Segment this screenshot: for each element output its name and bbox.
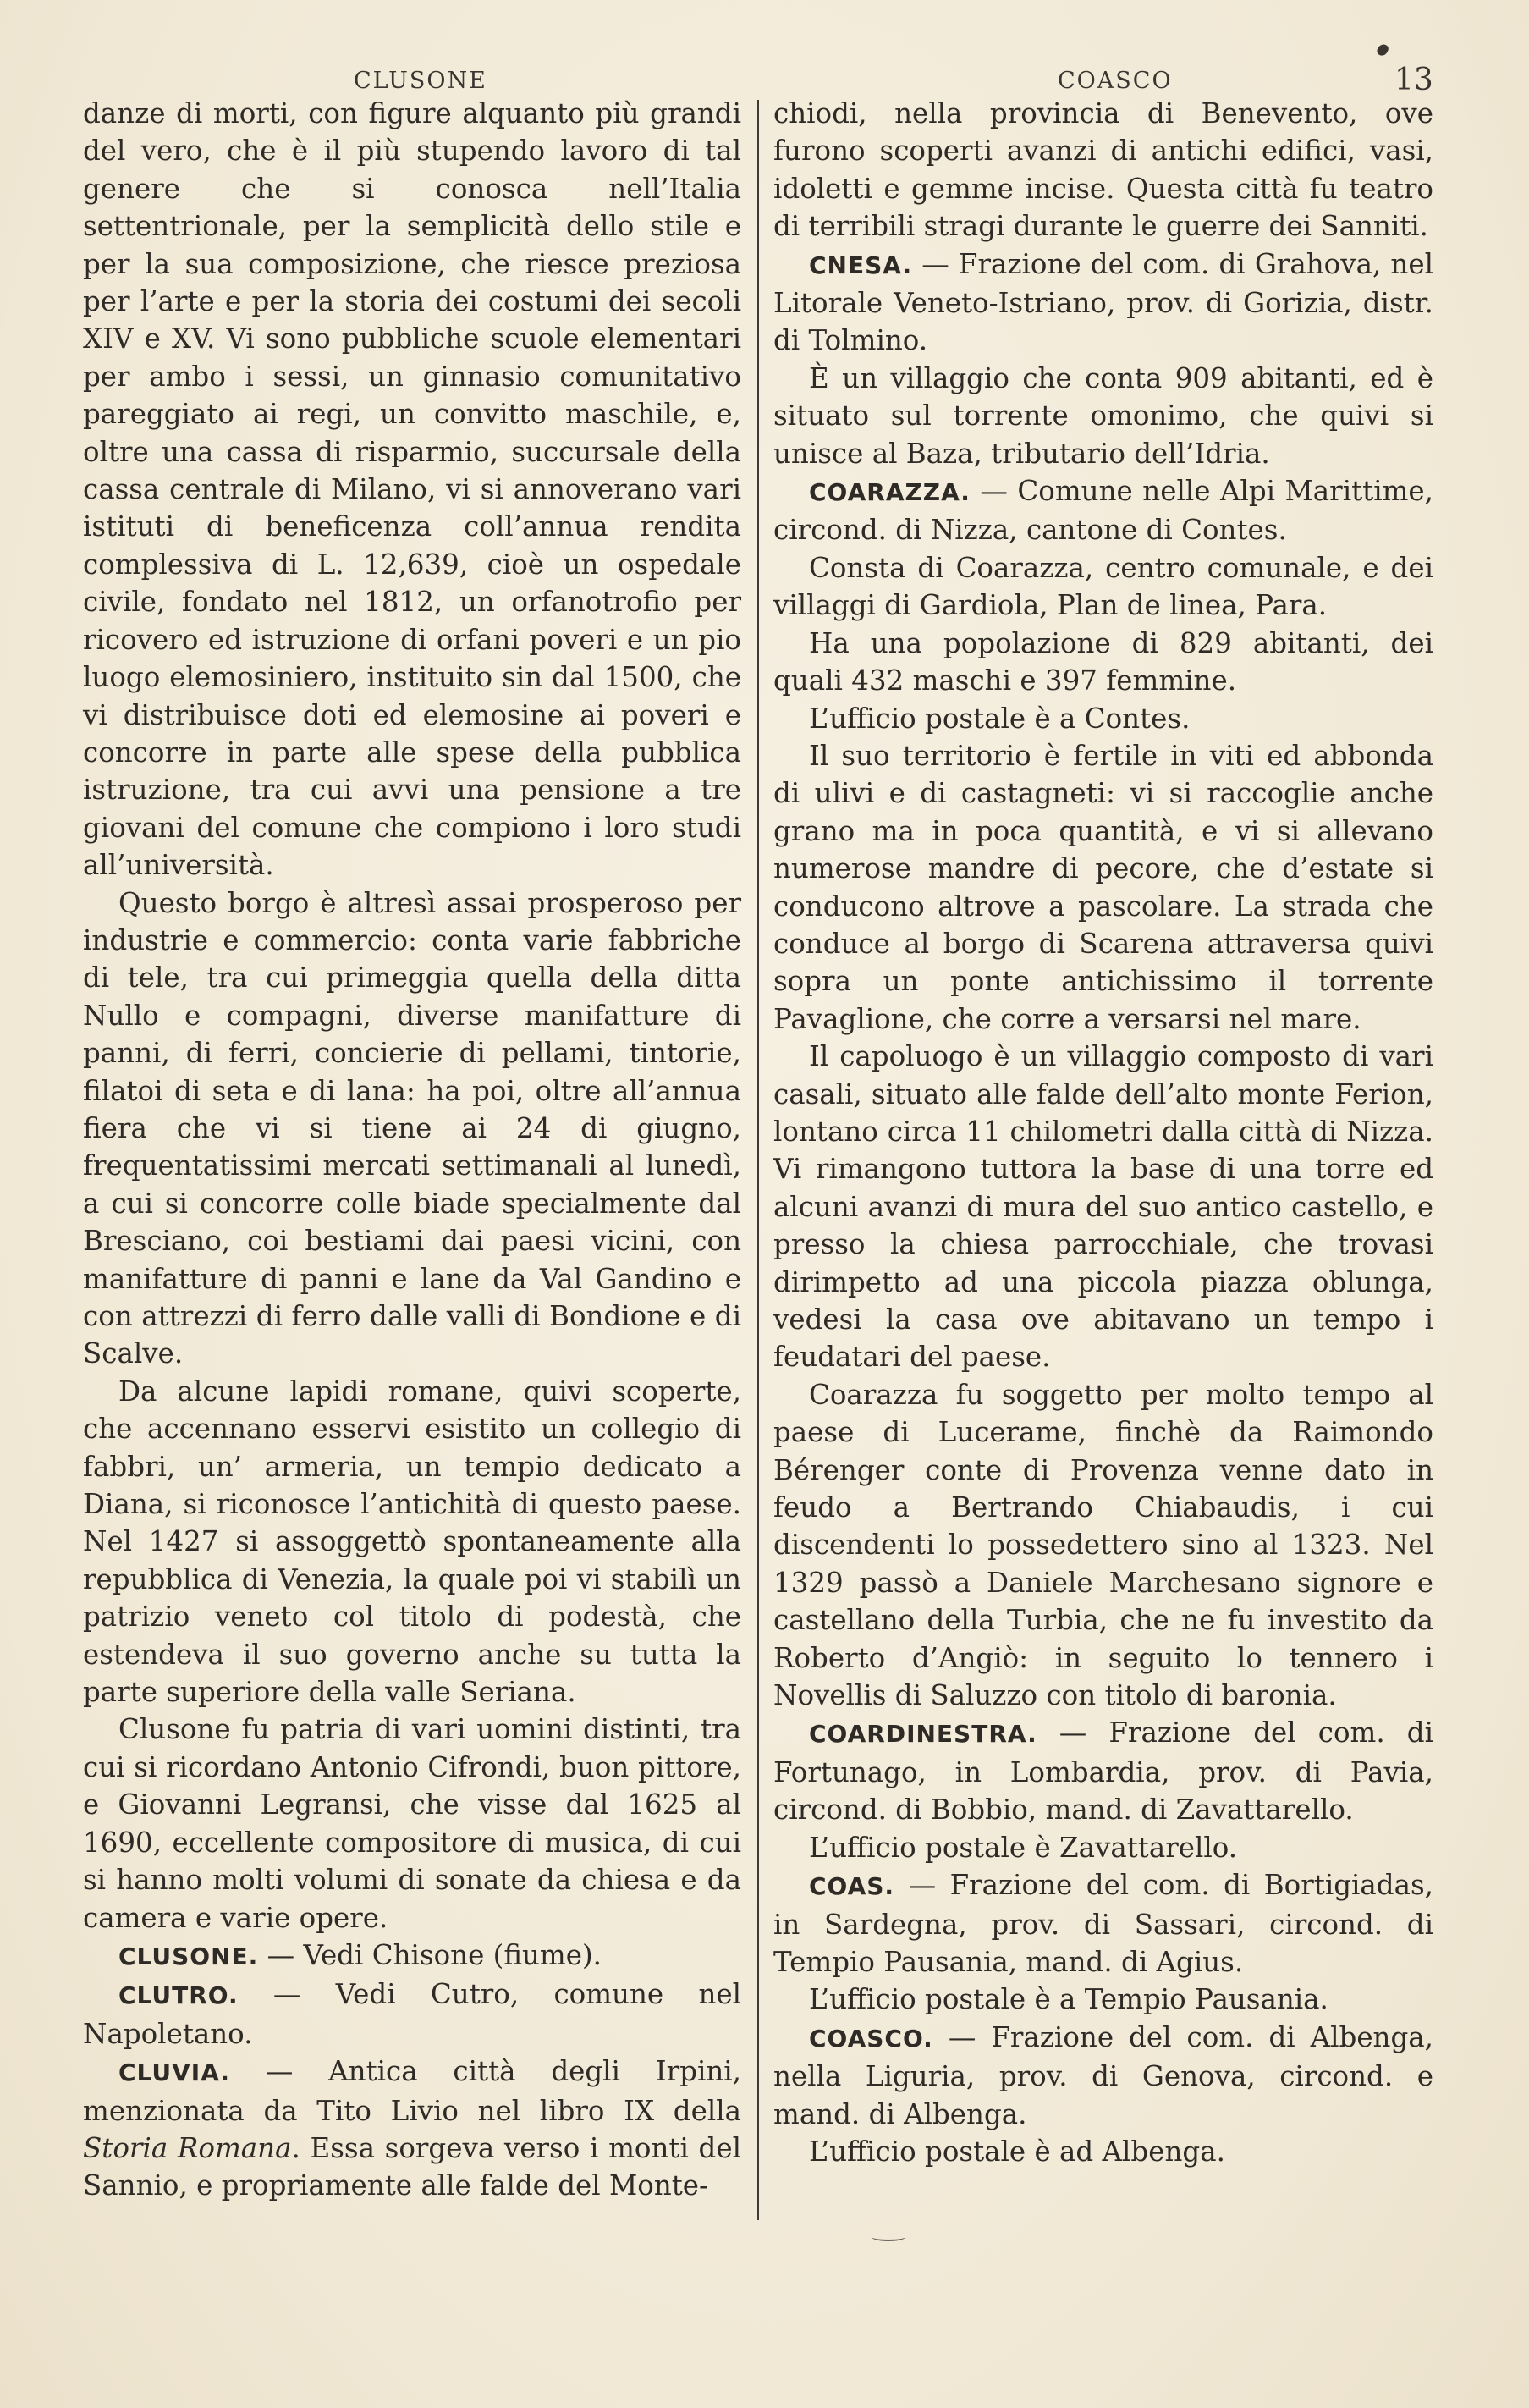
paragraph-text: — Frazione del com. di Albenga, nella Liguria, prov. di Genova, circond. e mand. di Albenga. (773, 2020, 1433, 2130)
paragraph-text: L’ufficio postale è a Contes. (809, 702, 1191, 735)
paragraph (773, 245, 1433, 360)
paragraph-text: È un villaggio che conta 909 abitanti, ed è situato sul torrente omonimo, che quivi si unisce al Baza, tributario dell’Idria. (773, 361, 1433, 470)
paragraph-text: chiodi, nella provincia di Benevento, ove furono scoperti avanzi di antichi edifici, vasi, idoletti e gemme incise. Questa città fu teatro di terribili stragi durante le guerre dei Sanniti. (773, 97, 1433, 243)
paragraph (773, 2019, 1433, 2133)
column-rule (757, 100, 759, 2220)
entry-headword: CLUSONE. (118, 1942, 259, 1970)
entry-headword: COASCO. (809, 2024, 933, 2053)
page-number: 13 (1394, 63, 1433, 97)
paragraph (773, 1829, 1433, 1866)
paragraph (83, 2053, 741, 2205)
paragraph (773, 625, 1433, 700)
entry-headword: COARAZZA. (809, 478, 971, 507)
paragraph-text: Coarazza fu soggetto per molto tempo al paese di Lucerame, finchè da Raimondo Bérenger conte di Provenza venne dato in feudo a Bertrando Chiabaudis, i cui discendenti lo possedettero sino al 1323. Nel 1329 passò a Daniele Marchesano signore e castellano della Turbia, che ne fu investito da Roberto d’Angiò: in seguito lo tennero i Novellis di Saluzzo con titolo di baronia. (773, 1378, 1433, 1712)
entry-headword: COARDINESTRA. (809, 1720, 1037, 1749)
paragraph (773, 549, 1433, 625)
paragraph-text: — Frazione del com. di Fortunago, in Lombardia, prov. di Pavia, circond. di Bobbio, mand. di Zavattarello. (773, 1716, 1433, 1827)
running-head-left: CLUSONE (354, 68, 487, 94)
paragraph (773, 1866, 1433, 1981)
entry-headword: CLUTRO. (118, 1981, 239, 2010)
paragraph (773, 737, 1433, 1038)
paragraph (773, 1981, 1433, 2018)
paragraph-text: L’ufficio postale è Zavattarello. (809, 1831, 1238, 1864)
paragraph-text: Il capoluogo è un villaggio composto di vari casali, situato alle falde dell’alto monte Ferion, lontano circa 11 chilometri dalla città di Nizza. Vi rimangono tuttora la base di una torre ed alcuni avanzi di mura del suo antico castello, e presso la chiesa parrocchiale, che trovasi dirimpetto ad una piccola piazza oblunga, vedesi la casa ove abitavano un tempo i feudatari del paese. (773, 1040, 1433, 1374)
paragraph-text: Questo borgo è altresì assai prosperoso per industrie e commercio: conta varie fabbriche di tele, tra cui primeggia quella della ditta Nullo e compagni, diverse manifatture di panni, di ferri, concierie di pellami, tintorie, filatoi di seta e di lana: ha poi, oltre all’annua fiera che vi si tiene ai 24 di giugno, frequentatissimi mercati settimanali al lunedì, a cui si concorre colle biade specialmente dal Bresciano, coi bestiami dai paesi vicini, con manifatture di panni e lane da Val Gandino e con attrezzi di ferro dalle valli di Bondione e di Scalve. (83, 886, 741, 1370)
paragraph-text: — Frazione del com. di Bortigiadas, in Sardegna, prov. di Sassari, circond. di Tempio Pausania, mand. di Agius. (773, 1869, 1433, 1978)
paragraph-text: — Vedi Cutro, comune nel Napoletano. (83, 1978, 741, 2050)
paragraph-text: Il suo territorio è fertile in viti ed abbonda di ulivi e di castagneti: vi si raccoglie anche grano ma in poca quantità, e vi si allevano numerose mandre di pecore, che d’estate si conducono altrove a pascolare. La strada che conduce al borgo di Scarena attraversa quivi sopra un ponte antichissimo il torrente Pavaglione, che corre a versarsi nel mare. (773, 739, 1433, 1035)
running-head-right: COASCO (1058, 68, 1173, 94)
paragraph (773, 2133, 1433, 2170)
paragraph (83, 1937, 741, 1975)
paragraph-text: Clusone fu patria di vari uomini distinti, tra cui si ricordano Antonio Cifrondi, buon pittore, e Giovanni Legransi, che visse dal 1625 al 1690, eccellente compositore di musica, di cui si hanno molti volumi di sonate da chiesa e da camera e varie opere. (83, 1713, 741, 1934)
paragraph-text: — Antica città degli Irpini, menzionata da Tito Livio nel libro IX della (83, 2055, 741, 2127)
italic-title: Storia Romana (83, 2131, 292, 2164)
paragraph-text: Da alcune lapidi romane, quivi scoperte, che accennano esservi esistito un collegio di fabbri, un’ armeria, un tempio dedicato a Diana, si riconosce l’antichità di questo paese. Nel 1427 si assoggettò spontaneamente alla repubblica di Venezia, la quale poi vi stabilì un patrizio veneto col titolo di podestà, che estendeva il suo governo anche su tutta la parte superiore della valle Seriana. (83, 1375, 741, 1709)
paragraph-text: — Frazione del com. di Grahova, nel Litorale Veneto-Istriano, prov. di Gorizia, distr. di Tolmino. (773, 247, 1433, 357)
paragraph (83, 1975, 741, 2053)
left-column (83, 95, 741, 2205)
paragraph-text-continued: . Essa sorgeva verso i monti del Sannio, e propriamente alle falde del Monte- (83, 2131, 741, 2202)
paragraph (773, 472, 1433, 549)
paragraph (773, 1038, 1433, 1376)
paragraph-text: Ha una popolazione di 829 abitanti, dei quali 432 maschi e 397 femmine. (773, 626, 1433, 697)
paragraph-text: — Vedi Chisone (fiume). (258, 1938, 602, 1971)
paragraph-text: Consta di Coarazza, centro comunale, e dei villaggi di Gardiola, Plan de linea, Para. (773, 551, 1433, 622)
paragraph (773, 700, 1433, 737)
entry-headword: CLUVIA. (118, 2058, 231, 2087)
paragraph-text: danze di morti, con figure alquanto più grandi del vero, che è il più stupendo lavoro di tal genere che si conosca nell’Italia settentrionale, per la semplicità dello stile e per la sua composizione, che riesce preziosa per l’arte e per la storia dei costumi dei secoli XIV e XV. Vi sono pubbliche scuole elementari per ambo i sessi, un ginnasio comunitativo pareggiato ai regi, un convitto maschile, e, oltre una cassa di risparmio, succursale della cassa centrale di Milano, vi si annoverano vari istituti di beneficenza coll’annua rendita complessiva di L. 12,639, cioè un ospedale civile, fondato nel 1812, un orfanotrofio per ricovero ed istruzione di orfani poveri e un pio luogo elemosiniero, instituito sin dal 1500, che vi distribuisce doti ed elemosine ai poveri e concorre in parte alle spese della pubblica istruzione, tra cui avvi una pensione a tre giovani del comune che compiono i loro studi all’università. (83, 97, 741, 882)
entry-headword: COAS. (809, 1872, 895, 1901)
paragraph (773, 1376, 1433, 1715)
paragraph (83, 95, 741, 884)
ink-fleck (1375, 42, 1389, 58)
paragraph-text: L’ufficio postale è a Tempio Pausania. (809, 1983, 1328, 2016)
paragraph (83, 1373, 741, 1711)
paragraph (773, 95, 1433, 245)
printer-mark (872, 2233, 905, 2241)
paragraph-text: — Comune nelle Alpi Marittime, circond. di Nizza, cantone di Contes. (773, 475, 1433, 547)
paragraph (83, 884, 741, 1373)
paragraph-text: L’ufficio postale è ad Albenga. (809, 2135, 1225, 2168)
paragraph (773, 360, 1433, 472)
right-column (773, 95, 1433, 2170)
paragraph (83, 1711, 741, 1936)
paragraph (773, 1714, 1433, 1828)
entry-headword: CNESA. (809, 251, 913, 279)
